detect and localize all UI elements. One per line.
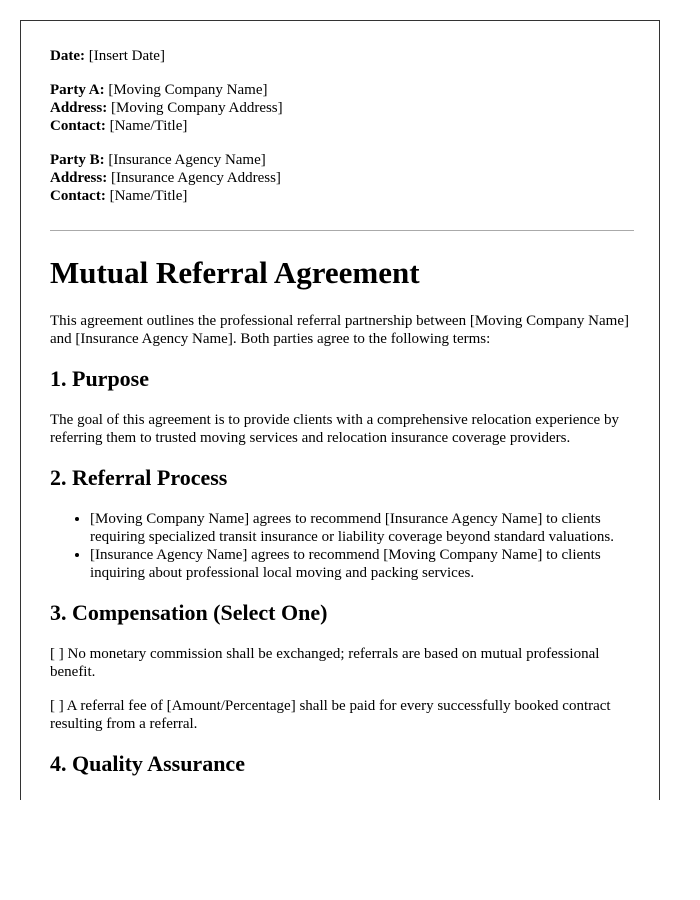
- date-block: [50, 47, 634, 65]
- party-a-contact-value: [Name/Title]: [109, 118, 188, 134]
- header-divider: [50, 230, 634, 231]
- document-page: [20, 20, 660, 800]
- party-b-address-value: [Insurance Agency Address]: [110, 170, 281, 186]
- date-label: Date:: [50, 48, 85, 64]
- list-item: • [Moving Company Name] agrees to recommend [Insurance Agency Name] to clients requiring specialized transit insurance or liability coverage beyond standard valuations.: [90, 510, 634, 546]
- intro-paragraph: This agreement outlines the professional referral partnership between [Moving Company Name] and [Insurance Agency Name]. Both parties agree to the following terms:: [50, 313, 629, 347]
- party-b-address-label: Address:: [50, 170, 108, 186]
- party-b-contact-label: Contact:: [50, 188, 106, 204]
- party-a-block: [50, 81, 634, 135]
- party-b-address-line: [50, 169, 634, 187]
- list-item: • [Insurance Agency Name] agrees to recommend [Moving Company Name] to clients inquiring about professional local moving and packing services.: [90, 546, 634, 582]
- section-purpose-body: The goal of this agreement is to provide clients with a comprehensive relocation experience by referring them to trusted moving services and relocation insurance coverage providers.: [50, 412, 619, 446]
- party-b-line: [50, 151, 634, 169]
- section-process-heading: 2. Referral Process: [50, 465, 228, 490]
- party-a-line: [50, 81, 634, 99]
- party-b-label: Party B:: [50, 152, 105, 168]
- section-compensation-heading: 3. Compensation (Select One): [50, 600, 328, 625]
- party-b-contact-line: [50, 187, 634, 205]
- party-b-block: [50, 151, 634, 205]
- compensation-option-1: [ ] No monetary commission shall be exchanged; referrals are based on mutual professional benefit.: [50, 646, 600, 680]
- section-purpose-heading: 1. Purpose: [50, 366, 149, 391]
- party-a-contact-label: Contact:: [50, 118, 106, 134]
- party-a-address-line: [50, 99, 634, 117]
- party-b-value: [Insurance Agency Name]: [108, 152, 266, 168]
- document-content: [50, 47, 634, 777]
- date-value: [Insert Date]: [88, 48, 165, 64]
- date-line: [50, 47, 634, 65]
- party-a-address-value: [Moving Company Address]: [110, 100, 283, 116]
- referral-process-list: [50, 510, 634, 582]
- party-a-label: Party A:: [50, 82, 105, 98]
- compensation-option-2: [ ] A referral fee of [Amount/Percentage] shall be paid for every successfully booked contract resulting from a referral.: [50, 698, 611, 732]
- section-quality-heading: 4. Quality Assurance: [50, 751, 245, 776]
- party-a-contact-line: [50, 117, 634, 135]
- party-a-value: [Moving Company Name]: [108, 82, 268, 98]
- party-a-address-label: Address:: [50, 100, 108, 116]
- party-b-contact-value: [Name/Title]: [109, 188, 188, 204]
- document-title: Mutual Referral Agreement: [50, 255, 420, 290]
- compensation-options: [50, 645, 634, 733]
